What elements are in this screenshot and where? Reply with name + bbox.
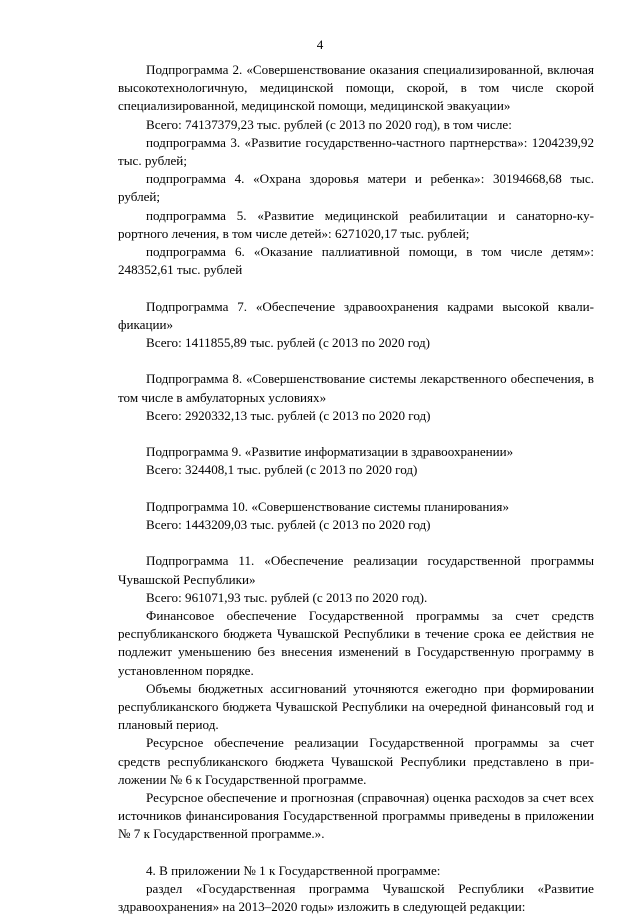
paragraph-subprogram-2-total: Всего: 74137379,23 тыс. рублей (с 2013 по 2020 год), в том числе: bbox=[146, 116, 512, 132]
paragraph-allocations-updated: Объемы бюджетных ассигнований уточняются ежегодно при формировании республиканского бюджета Чувашской Республики на очередной финансовый год и плановый период. bbox=[118, 680, 594, 733]
paragraph-subprogram-9-total: Всего: 324408,1 тыс. рублей (с 2013 по 2020 год) bbox=[146, 462, 418, 478]
paragraph-subprogram-11-title: Подпрограмма 11. «Обеспечение реализации государственной программы Чувашской Республики» bbox=[118, 553, 594, 587]
page-number: 4 bbox=[316, 37, 324, 52]
paragraph-subprogram-9-title: Подпрограмма 9. «Развитие информатизации в здравоохранении» bbox=[146, 444, 514, 460]
paragraph-subprogram-10-total: Всего: 1443209,03 тыс. рублей (с 2013 по 2020 год) bbox=[146, 517, 431, 533]
paragraph-appendix-6: Ресурсное обеспечение реализации Государственной программы за счет средств республиканского бюджета Чувашской Республики представлено в приложении № 6 к Государственной программе. bbox=[118, 735, 594, 787]
paragraph-subprogram-4: подпрограмма 4. «Охрана здоровья матери и ребенка»: 30194668,68 тыс. рублей; bbox=[118, 171, 594, 205]
paragraph-financing-not-reduced: Финансовое обеспечение Государственной программы за счет средств республиканского бюджета Чувашской Республики в течение срока ее действия не подлежит уменьшению без внесения изменений в Государственную программу в установленном порядке. bbox=[118, 608, 594, 678]
paragraph-appendix-7: Ресурсное обеспечение и прогнозная (справочная) оценка расходов за счет всех источников финансирования Государственной программы приведены в приложении № 7 к Государственной программе.». bbox=[118, 790, 594, 842]
paragraph-item-4: 4. В приложении № 1 к Государственной программе: bbox=[146, 862, 441, 878]
paragraph-subprogram-11-total: Всего: 961071,93 тыс. рублей (с 2013 по 2020 год). bbox=[146, 589, 428, 605]
paragraph-subprogram-10-title: Подпрограмма 10. «Совершенствование системы планирования» bbox=[146, 498, 509, 514]
paragraph-subprogram-3: подпрограмма 3. «Развитие государственно-частного партнерства»: 1204239,92 тыс. рублей; bbox=[118, 134, 594, 169]
paragraph-section-restate: раздел «Государственная программа Чувашской Республики «Развитие здравоохранения» на 2013–2020 годы» изложить в следующей редакции: bbox=[118, 881, 594, 915]
paragraph-subprogram-2-title: Подпрограмма 2. «Совершенствование оказания специализированной, включая высокотехнологичную, медицинской помощи, скорой, в том числе скорой специализированной, медицинской помощи, медицинской эвакуации» bbox=[118, 62, 594, 114]
paragraph-subprogram-8-title: Подпрограмма 8. «Совершенствование системы лекарственного обеспечения, в том числе в амбулаторных условиях» bbox=[118, 371, 594, 405]
paragraph-subprogram-7-total: Всего: 1411855,89 тыс. рублей (с 2013 по 2020 год) bbox=[146, 335, 431, 351]
paragraph-subprogram-6: подпрограмма 6. «Оказание паллиативной помощи, в том числе детям»: 248352,61 тыс. рублей bbox=[118, 244, 594, 278]
paragraph-subprogram-7-title: Подпрограмма 7. «Обеспечение здравоохранения кадрами высокой квалификации» bbox=[118, 298, 594, 332]
paragraph-subprogram-8-total: Всего: 2920332,13 тыс. рублей (с 2013 по 2020 год) bbox=[146, 407, 431, 423]
document-body bbox=[118, 61, 594, 916]
paragraph-subprogram-5: подпрограмма 5. «Развитие медицинской реабилитации и санаторно-курортного лечения, в том числе детей»: 6271020,17 тыс. рублей; bbox=[118, 207, 594, 241]
